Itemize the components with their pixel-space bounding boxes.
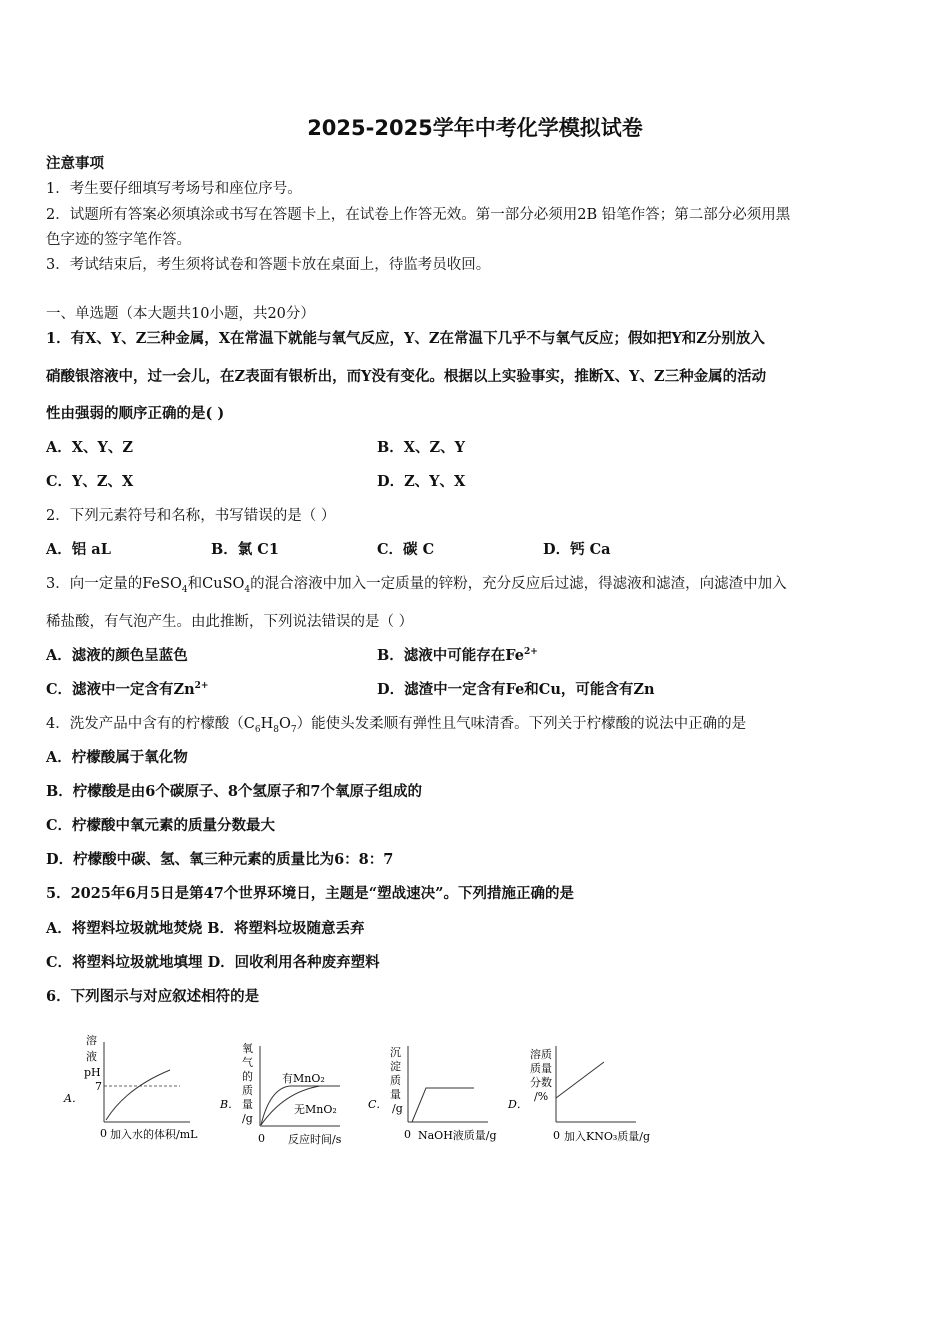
origin-label: 0 xyxy=(553,1129,560,1142)
q4-text: H xyxy=(260,716,274,732)
q1-option-d: D．Z、Y、X xyxy=(377,473,466,490)
figure-a-ylabel: pH xyxy=(84,1066,101,1079)
q3-stem-line1 xyxy=(46,572,787,595)
origin-label: 0 xyxy=(258,1132,265,1145)
figure-c-tag: C． xyxy=(368,1098,388,1111)
q2-option-a: A．铝 aL xyxy=(46,541,111,558)
figure-a-tag: A． xyxy=(64,1092,83,1105)
section-heading: 一、单选题（本大题共10小题，共20分） xyxy=(46,306,315,322)
q2-option-d: D．钙 Ca xyxy=(543,541,611,558)
page-title: 2025-2025学年中考化学模拟试卷 xyxy=(307,116,643,140)
figure-d-xlabel: 加入KNO₃质量/g xyxy=(564,1130,651,1143)
ph-curve xyxy=(106,1070,170,1120)
mass-fraction-line xyxy=(556,1062,604,1098)
q4-stem xyxy=(46,712,746,735)
figure-b-ylabel: 氧 xyxy=(242,1042,253,1055)
origin-label: 0 xyxy=(100,1127,107,1140)
q1-stem-line: 硝酸银溶液中，过一会儿，在Z表面有银析出，而Y没有变化。根据以上实验事实，推断X、Y、Z三种金属的活动 xyxy=(46,368,767,385)
ph7-label: 7 xyxy=(95,1080,102,1093)
notice-heading: 注意事项 xyxy=(46,155,104,172)
notice-item: 色字迹的签字笔作答。 xyxy=(46,232,191,248)
q4-text: 4．洗发产品中含有的柠檬酸（C xyxy=(46,716,255,732)
figure-c xyxy=(366,1030,506,1150)
figure-c-ylabel: 量 xyxy=(390,1088,401,1101)
q2-option-b: B．氯 C1 xyxy=(211,541,279,558)
figure-c-xlabel: NaOH液质量/g xyxy=(418,1129,497,1142)
figure-a-xlabel: 加入水的体积/mL xyxy=(110,1128,198,1141)
q4-option-d: D．柠檬酸中碳、氢、氧三种元素的质量比为6：8：7 xyxy=(46,851,394,868)
q3-option-d: D．滤渣中一定含有Fe和Cu，可能含有Zn xyxy=(377,681,655,698)
q5-options-row2: C．将塑料垃圾就地填埋 D．回收利用各种废弃塑料 xyxy=(46,954,380,971)
figure-c-graph xyxy=(366,1030,506,1150)
figure-a xyxy=(60,1030,210,1150)
figure-d-graph xyxy=(506,1030,656,1150)
notice-item: 1．考生要仔细填写考场号和座位序号。 xyxy=(46,181,302,197)
figure-d-ylabel: 分数 xyxy=(530,1076,552,1089)
q2-stem: 2．下列元素符号和名称，书写错误的是（ ） xyxy=(46,508,336,524)
q1-stem-line: 1．有X、Y、Z三种金属，X在常温下就能与氧气反应，Y、Z在常温下几乎不与氧气反应；假如把Y和Z分别放入 xyxy=(46,330,765,347)
q1-option-c: C．Y、Z、X xyxy=(46,473,134,490)
figure-a-ylabel: 液 xyxy=(86,1050,97,1063)
subscript: 4 xyxy=(181,584,188,595)
q5-stem: 5．2025年6月5日是第47个世界环境日，主题是“塑战速决”。下列措施正确的是 xyxy=(46,885,574,902)
figure-c-ylabel: 沉 xyxy=(390,1046,401,1059)
notice-item: 2．试题所有答案必须填涂或书写在答题卡上，在试卷上作答无效。第一部分必须用2B 铅笔作答；第二部分必须用黑 xyxy=(46,207,791,223)
q3-option-text: C．滤液中一定含有Zn xyxy=(46,681,195,698)
q3-text: 的混合溶液中加入一定质量的锌粉，充分反应后过滤，得滤液和滤渣，向滤渣中加入 xyxy=(250,576,787,592)
q4-option-c: C．柠檬酸中氧元素的质量分数最大 xyxy=(46,817,276,834)
q3-stem-line2: 稀盐酸，有气泡产生。由此推断，下列说法错误的是（ ） xyxy=(46,614,414,630)
figure-d-tag: D． xyxy=(508,1098,528,1111)
figure-b-ylabel: 气 xyxy=(242,1056,253,1069)
figure-c-ylabel: 淀 xyxy=(390,1060,401,1073)
subscript: 4 xyxy=(244,584,251,595)
figure-d-ylabel: /% xyxy=(534,1090,549,1103)
with-catalyst-label: 有MnO₂ xyxy=(282,1072,325,1085)
subscript: 7 xyxy=(290,724,297,735)
q3-option-b xyxy=(377,644,538,665)
q5-options-row1: A．将塑料垃圾就地焚烧 B．将塑料垃圾随意丢弃 xyxy=(46,920,365,937)
without-catalyst-label: 无MnO₂ xyxy=(294,1103,337,1116)
superscript: 2+ xyxy=(523,647,538,658)
subscript: 6 xyxy=(254,724,261,735)
figure-b-xlabel: 反应时间/s xyxy=(288,1133,342,1146)
superscript: 2+ xyxy=(194,681,209,692)
figure-b-ylabel: 量 xyxy=(242,1098,253,1111)
q4-option-a: A．柠檬酸属于氧化物 xyxy=(46,749,188,766)
precipitate-curve xyxy=(412,1088,474,1122)
figure-d-ylabel: 质量 xyxy=(530,1062,552,1075)
figure-d xyxy=(506,1030,656,1150)
figure-b-tag: B． xyxy=(220,1098,240,1111)
figure-b-graph xyxy=(218,1030,358,1150)
q3-text: 和CuSO xyxy=(187,576,245,592)
q3-option-a: A．滤液的颜色呈蓝色 xyxy=(46,647,188,664)
q4-text: O xyxy=(278,716,291,732)
figure-b-ylabel: 的 xyxy=(242,1070,253,1083)
q1-stem-line: 性由强弱的顺序正确的是( ) xyxy=(46,405,225,422)
subscript: 8 xyxy=(273,724,279,735)
q2-option-c: C．碳 C xyxy=(377,541,435,558)
q3-option-text: B．滤液中可能存在Fe xyxy=(377,647,524,664)
q1-option-b: B．X、Z、Y xyxy=(377,439,465,456)
figure-a-ylabel: 溶 xyxy=(86,1034,97,1047)
q4-text: ）能使头发柔顺有弹性且气味清香。下列关于柠檬酸的说法中正确的是 xyxy=(296,716,747,732)
figure-b xyxy=(218,1030,358,1150)
figure-a-graph xyxy=(60,1030,210,1150)
figure-c-ylabel: 质 xyxy=(390,1074,401,1087)
notice-item: 3．考试结束后，考生须将试卷和答题卡放在桌面上，待监考员收回。 xyxy=(46,257,491,273)
figure-b-ylabel: 质 xyxy=(242,1084,253,1097)
q3-option-c xyxy=(46,678,208,699)
figure-b-ylabel: /g xyxy=(242,1112,253,1125)
q6-stem: 6．下列图示与对应叙述相符的是 xyxy=(46,988,260,1005)
origin-label: 0 xyxy=(404,1128,411,1141)
q4-option-b: B．柠檬酸是由6个碳原子、8个氢原子和7个氧原子组成的 xyxy=(46,783,423,800)
q1-option-a: A．X、Y、Z xyxy=(46,439,133,456)
figure-c-ylabel: /g xyxy=(392,1102,403,1115)
q3-text: 3．向一定量的FeSO xyxy=(46,576,182,592)
figure-d-ylabel: 溶质 xyxy=(530,1048,552,1061)
